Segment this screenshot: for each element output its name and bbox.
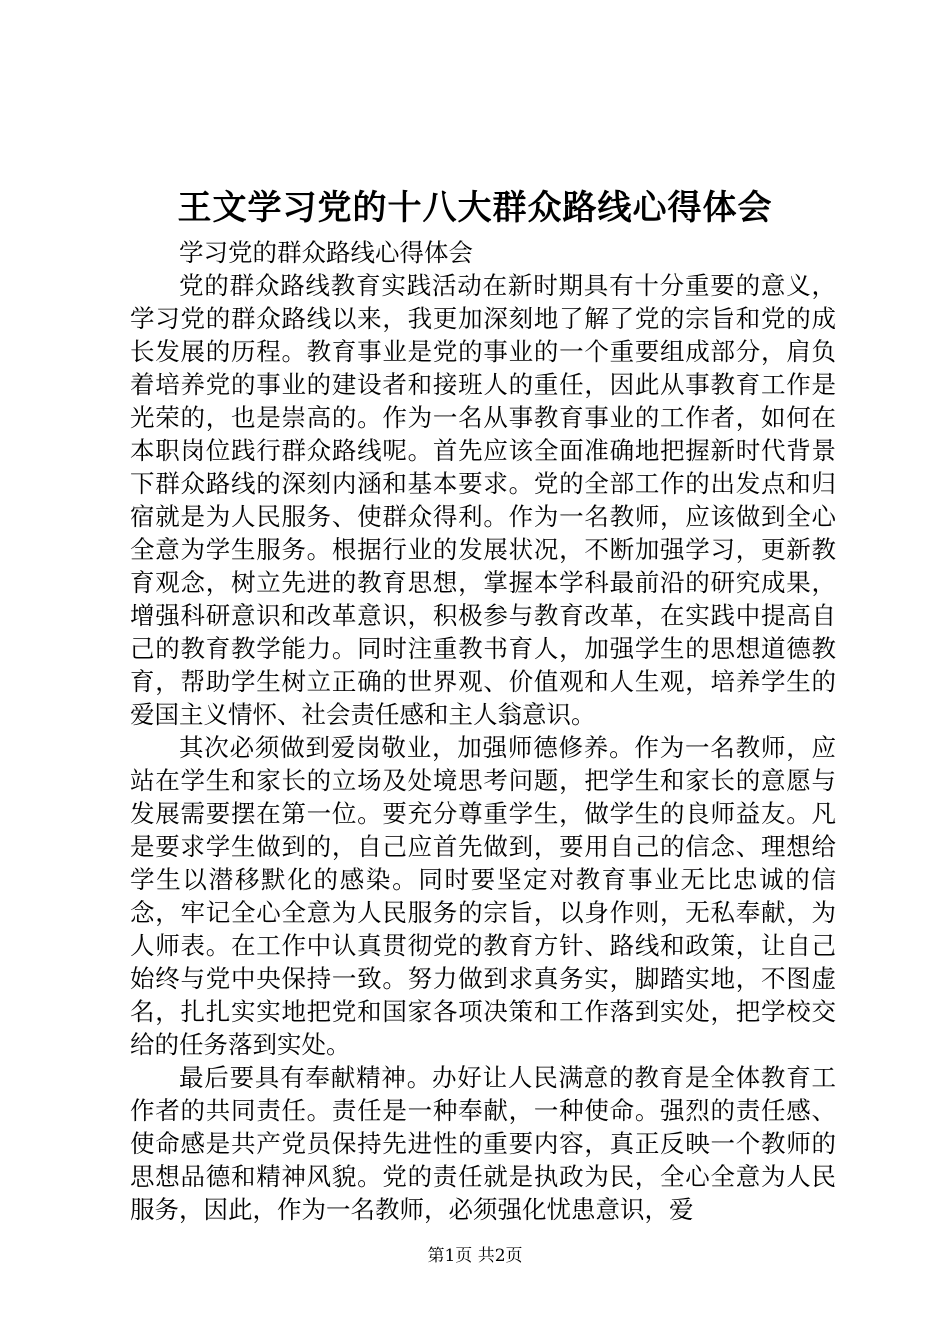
body-paragraph-2: 其次必须做到爱岗敬业，加强师德修养。作为一名教师，应站在学生和家长的立场及处境思考问题，把学生和家长的意愿与发展需要摆在第一位。要充分尊重学生，做学生的良师益友。凡是要求学生做到的，自己应首先做到，要用自己的信念、理想给学生以潜移默化的感染。同时要坚定对教育事业无比忠诚的信念，牢记全心全意为人民服务的宗旨，以身作则，无私奉献，为人师表。在工作中认真贯彻党的教育方针、路线和政策，让自己始终与党中央保持一致。努力做到求真务实，脚踏实地，不图虚名，扎扎实实地把党和国家各项决策和工作落到实处，把学校交给的任务落到实处。 [130, 733, 836, 1059]
body-paragraph-3: 最后要具有奉献精神。办好让人民满意的教育是全体教育工作者的共同责任。责任是一种奉献，一种使命。强烈的责任感、使命感是共产党员保持先进性的重要内容，真正反映一个教师的思想品德和精神风貌。党的责任就是执政为民，全心全意为人民服务，因此，作为一名教师，必须强化忧患意识，爱 [130, 1063, 836, 1224]
page-footer: 第1页 共2页 [427, 1246, 523, 1266]
document-title: 王文学习党的十八大群众路线心得体会 [177, 188, 773, 228]
document-body [130, 236, 836, 1226]
body-paragraph-1: 党的群众路线教育实践活动在新时期具有十分重要的意义，学习党的群众路线以来，我更加深刻地了解了党的宗旨和党的成长发展的历程。教育事业是党的事业的一个重要组成部分，肩负着培养党的事业的建设者和接班人的重任，因此从事教育工作是光荣的，也是崇高的。作为一名从事教育事业的工作者，如何在本职岗位践行群众路线呢。首先应该全面准确地把握新时代背景下群众路线的深刻内涵和基本要求。党的全部工作的出发点和归宿就是为人民服务、使群众得利。作为一名教师，应该做到全心全意为学生服务。根据行业的发展状况，不断加强学习，更新教育观念，树立先进的教育思想，掌握本学科最前沿的研究成果，增强科研意识和改革意识，积极参与教育改革，在实践中提高自己的教育教学能力。同时注重教书育人，加强学生的思想道德教育，帮助学生树立正确的世界观、价值观和人生观，培养学生的爱国主义情怀、社会责任感和主人翁意识。 [130, 271, 836, 729]
subtitle-paragraph: 学习党的群众路线心得体会 [179, 238, 473, 267]
